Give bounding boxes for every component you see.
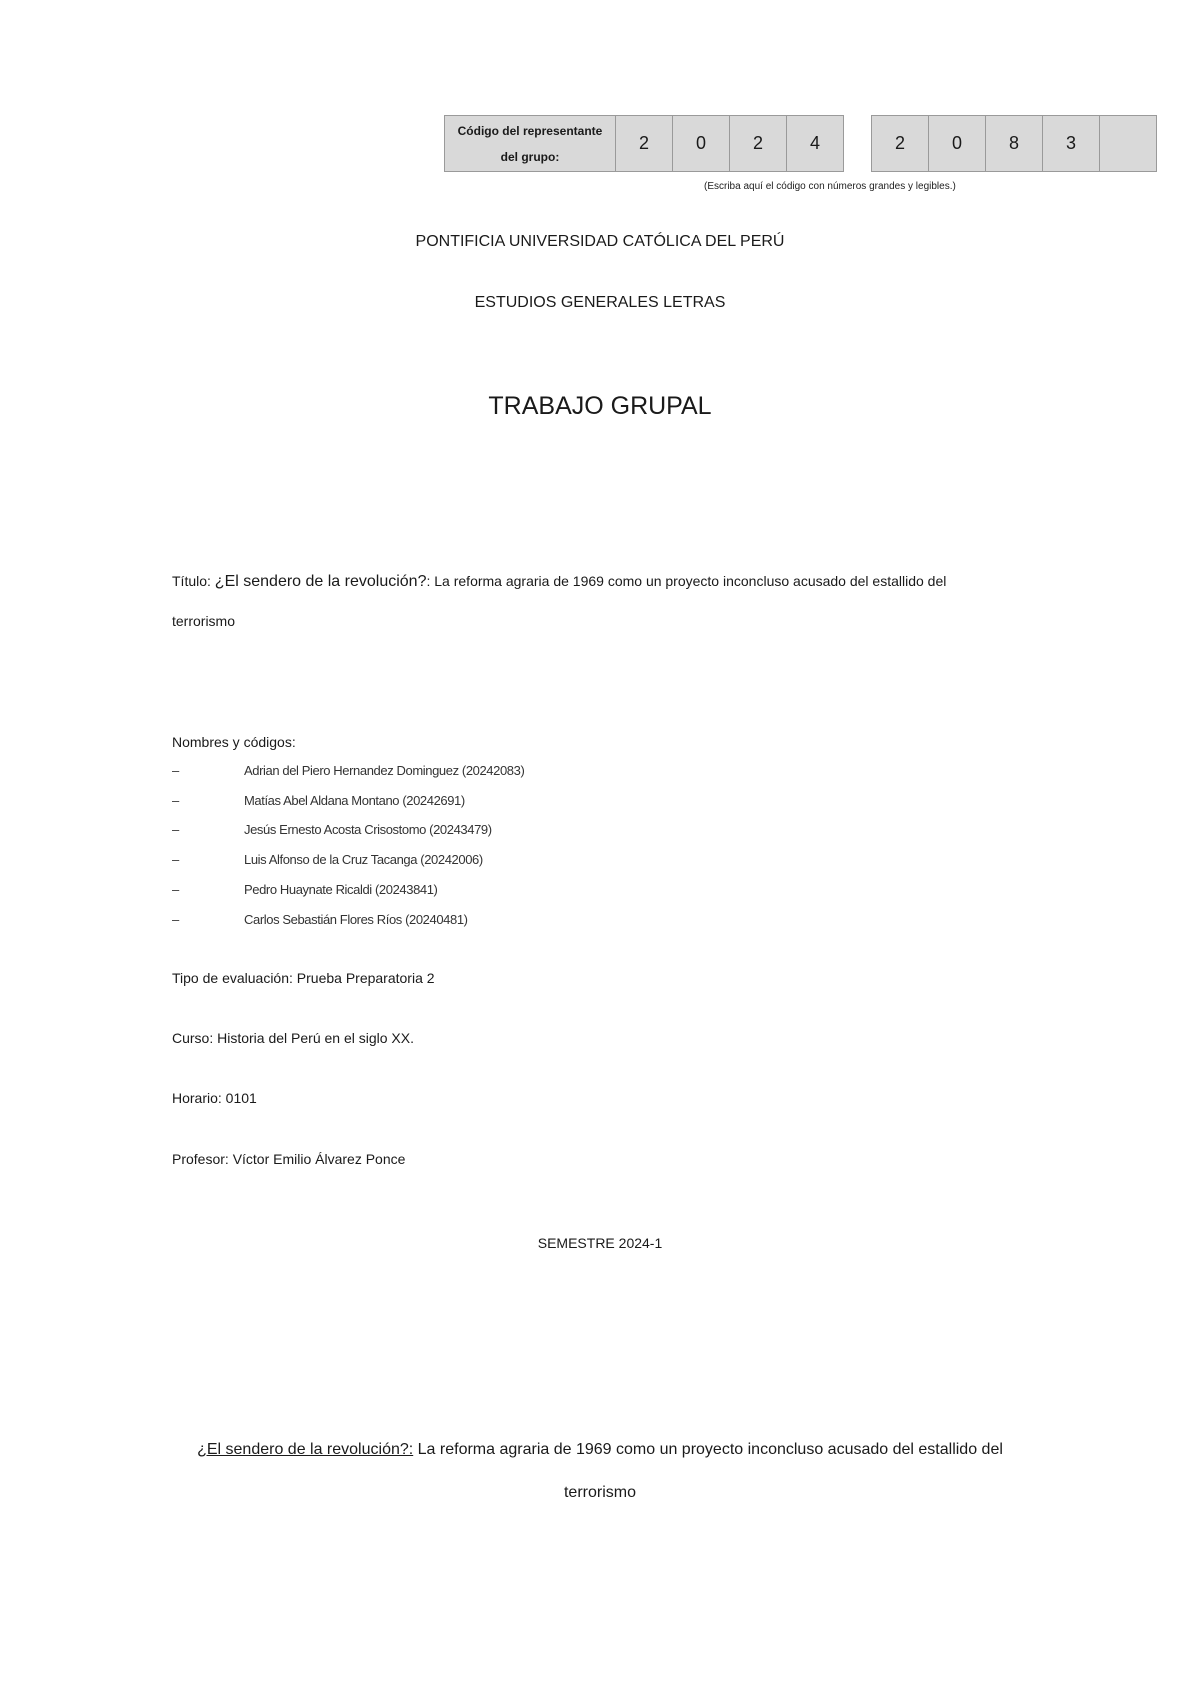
- essay-title-line-2: terrorismo: [563, 1484, 636, 1501]
- code-digit[interactable]: 0: [929, 116, 986, 172]
- document-type: TRABAJO GRUPAL: [488, 392, 712, 420]
- code-label: [445, 116, 616, 172]
- title-rest: : La reforma agraria de 1969 como un proyecto inconcluso acusado del estallido del: [426, 573, 947, 589]
- list-item: [172, 852, 483, 867]
- university-name: PONTIFICIA UNIVERSIDAD CATÓLICA DEL PERÚ: [415, 233, 785, 250]
- title-prefix: Título:: [172, 573, 215, 589]
- professor: Profesor: Víctor Emilio Álvarez Ponce: [172, 1151, 406, 1167]
- member-name: Carlos Sebastián Flores Ríos (20240481): [244, 912, 468, 927]
- list-item: [172, 912, 468, 927]
- list-item: [172, 763, 524, 778]
- essay-title-emphasis: ¿El sendero de la revolución?:: [197, 1441, 414, 1458]
- member-name: Luis Alfonso de la Cruz Tacanga (20242006): [244, 852, 483, 867]
- code-label-line2: del grupo:: [500, 149, 560, 164]
- code-note: (Escriba aquí el código con números grandes y legibles.): [704, 181, 956, 192]
- title-emphasis: ¿El sendero de la revolución?: [214, 573, 427, 590]
- code-label-line1: Código del representante: [457, 123, 603, 138]
- semester: SEMESTRE 2024-1: [537, 1235, 663, 1251]
- code-digit[interactable]: 4: [787, 116, 844, 172]
- course: Curso: Historia del Perú en el siglo XX.: [172, 1030, 414, 1046]
- group-code-table: [444, 115, 1157, 172]
- code-digit[interactable]: [1100, 116, 1157, 172]
- faculty-name: ESTUDIOS GENERALES LETRAS: [474, 294, 726, 311]
- essay-title: [0, 1441, 1200, 1459]
- list-item: [172, 822, 492, 837]
- code-digit[interactable]: 2: [730, 116, 787, 172]
- title-line-2: terrorismo: [172, 613, 236, 629]
- schedule: Horario: 0101: [172, 1090, 257, 1106]
- bullet-dash: –: [172, 822, 180, 837]
- bullet-dash: –: [172, 763, 180, 778]
- members-heading: Nombres y códigos:: [172, 734, 296, 750]
- bullet-dash: –: [172, 793, 180, 808]
- code-digit[interactable]: 0: [673, 116, 730, 172]
- code-digit[interactable]: 2: [872, 116, 929, 172]
- code-digit[interactable]: 3: [1043, 116, 1100, 172]
- title-line: [172, 573, 1072, 591]
- list-item: [172, 793, 465, 808]
- bullet-dash: –: [172, 882, 180, 897]
- list-item: [172, 882, 438, 897]
- code-digit[interactable]: 2: [616, 116, 673, 172]
- bullet-dash: –: [172, 852, 180, 867]
- member-name: Matías Abel Aldana Montano (20242691): [244, 793, 465, 808]
- code-digit[interactable]: 8: [986, 116, 1043, 172]
- evaluation-type: Tipo de evaluación: Prueba Preparatoria 2: [172, 970, 435, 986]
- member-name: Jesús Ernesto Acosta Crisostomo (20243479): [244, 822, 492, 837]
- member-name: Pedro Huaynate Ricaldi (20243841): [244, 882, 438, 897]
- member-name: Adrian del Piero Hernandez Dominguez (20242083): [244, 763, 525, 778]
- essay-title-rest: La reforma agraria de 1969 como un proyecto inconcluso acusado del estallido del: [413, 1441, 1003, 1458]
- code-gap: [844, 116, 872, 172]
- bullet-dash: –: [172, 912, 180, 927]
